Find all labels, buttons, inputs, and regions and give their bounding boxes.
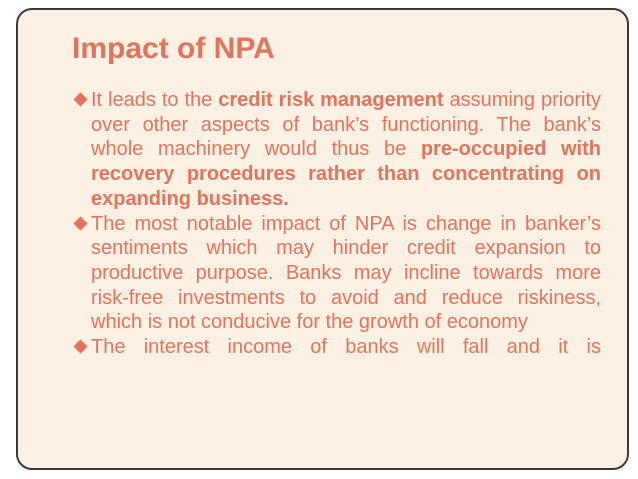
diamond-bullet-icon: [73, 339, 88, 354]
bullet-text: It leads to the: [91, 89, 219, 111]
diamond-bullet-icon: [73, 92, 88, 107]
bullet-list: [73, 88, 601, 360]
bullet-item: [73, 88, 601, 212]
slide-title: Impact of NPA: [72, 32, 275, 65]
bullet-text: The interest income of banks will fall and it is: [91, 336, 601, 359]
bullet-emphasis: pre-occupied with recovery procedures rather than concentrating on expanding business.: [91, 138, 601, 210]
bullet-text: The most notable impact of NPA is change in banker’s sentiments which may hinder credit expansion to productive purpose. Banks may incline towards more risk-free investments to avoid and reduce riskiness, which is not conducive for the growth of economy: [91, 212, 601, 334]
slide: [16, 8, 629, 470]
bullet-item: [73, 212, 601, 336]
bullet-emphasis: credit risk management: [218, 89, 444, 111]
bullet-item: [73, 335, 601, 360]
bullet-text: assuming priority over other aspects of bank’s functioning. The bank’s whole machinery would thus be: [91, 89, 602, 161]
diamond-bullet-icon: [73, 216, 88, 231]
